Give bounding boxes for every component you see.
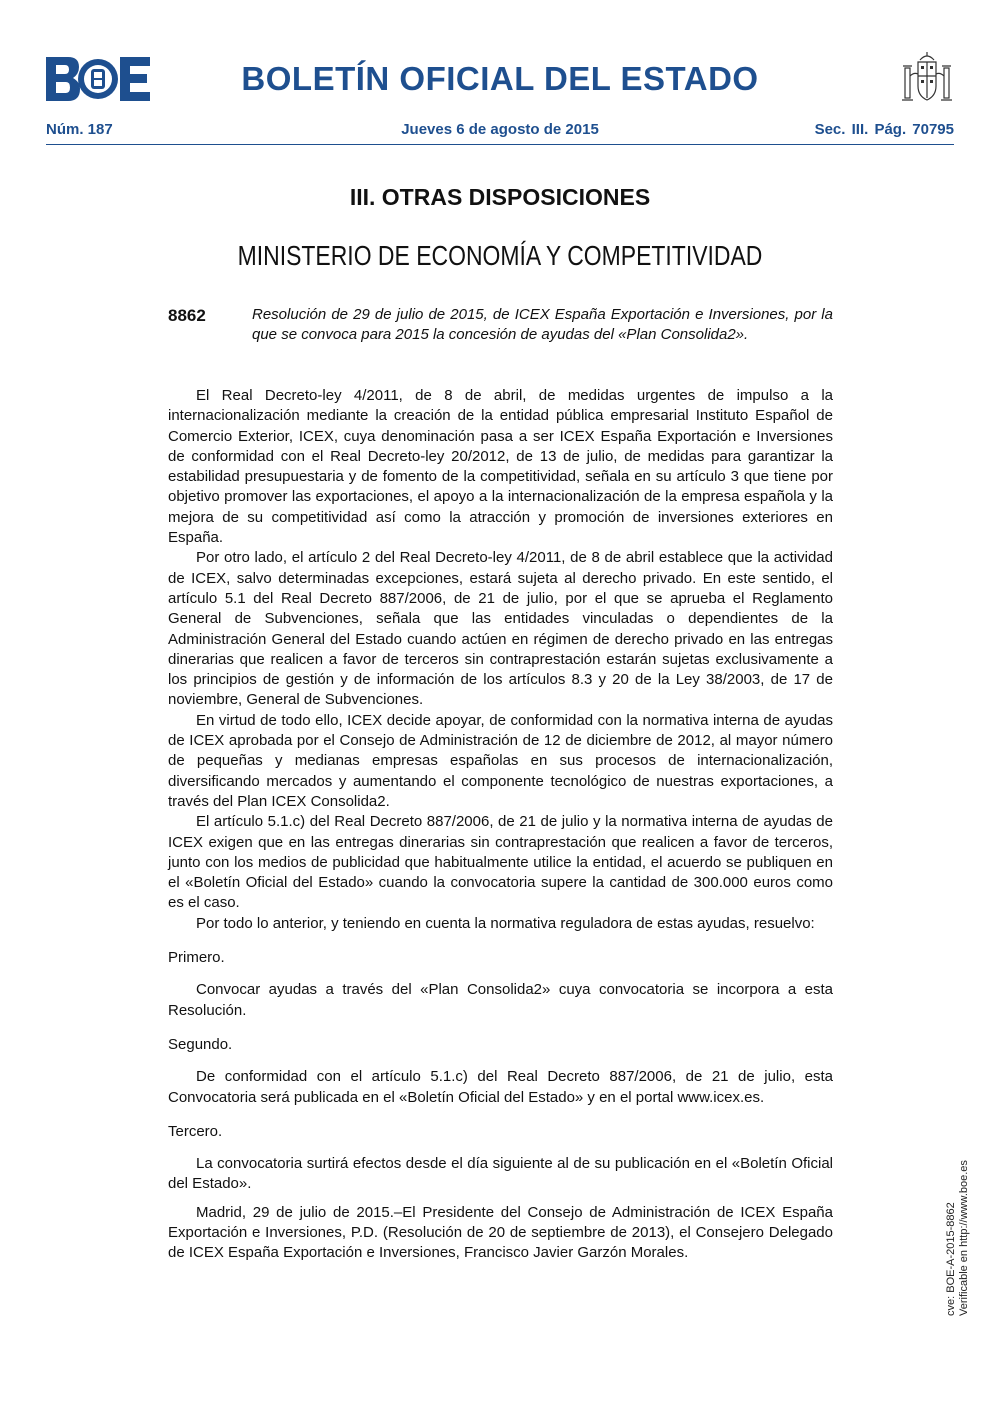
paragraph: En virtud de todo ello, ICEX decide apoyar, de conformidad con la normativa interna de ayudas de ICEX aprobada por el Consejo de Administración de 12 de diciembre de 2012, al mayor número de pequeñas y medianas empresas españolas en sus procesos de internacionalización, diversificando mercados y aumentando el componente tecnológico de nuestras exportaciones, a través del Plan ICEX Consolida2. [168, 711, 833, 810]
article-heading-segundo: Segundo. [168, 1035, 233, 1053]
paragraph: Por todo lo anterior, y teniendo en cuenta la normativa reguladora de estas ayudas, resuelvo: [196, 914, 815, 932]
disposition-number: 8862 [168, 306, 206, 325]
cve-code: cve: BOE-A-2015-8862 [945, 1202, 957, 1316]
paragraph: Convocar ayudas a través del «Plan Consolida2» cuya convocatoria se incorpora a esta Resolución. [168, 981, 833, 1019]
issue-number: Núm. 187 [46, 121, 113, 138]
paragraph: El artículo 5.1.c) del Real Decreto 887/2006, de 21 de julio y la normativa interna de ayudas de ICEX exigen que en las entregas dinerarias sin contraprestación que realicen a favor de terceros, junto con los medios de publicidad que habitualmente utilice la entidad, el acuerdo se publiquen en el «Boletín Oficial del Estado» cuando la convocatoria supere la cantidad de 300.000 euros como es el caso. [168, 813, 833, 912]
ministry-title: MINISTERIO DE ECONOMÍA Y COMPETITIVIDAD [237, 240, 763, 271]
header-rule [46, 144, 954, 145]
paragraph: De conformidad con el artículo 5.1.c) del Real Decreto 887/2006, de 21 de julio, esta Convocatoria será publicada en el «Boletín Oficial del Estado» y en el portal www.icex.es. [168, 1068, 833, 1106]
section-page: Sec. III. Pág. 70795 [814, 121, 954, 138]
article-heading-tercero: Tercero. [168, 1122, 223, 1140]
cve-verify-link[interactable]: Verificable en http://www.boe.es [958, 1160, 970, 1316]
document-body [168, 386, 833, 1264]
article-heading-primero: Primero. [168, 949, 225, 967]
paragraph: El Real Decreto-ley 4/2011, de 8 de abril, de medidas urgentes de impulso a la internacionalización mediante la creación de la entidad pública empresarial Instituto Español de Comercio Exterior, ICEX, cuya denominación pasa a ser ICEX España Exportación e Inversiones de conformidad con el Real Decreto-ley 20/2012, de 13 de julio, de medidas para garantizar la estabilidad presupuestaria y de fomento de la competitividad, señala en su artículo 3 que tiene por objetivo promover las exportaciones, el apoyo a la internacionalización de la empresa española y la mejora de su competitividad así como la atracción y promoción de inversiones exteriores en España. [168, 387, 833, 547]
boe-logo [46, 57, 150, 101]
disposition-title: Resolución de 29 de julio de 2015, de ICEX España Exportación e Inversiones, por la que se convoca para 2015 la concesión de ayudas del «Plan Consolida2». [252, 306, 833, 344]
signature-paragraph: Madrid, 29 de julio de 2015.–El Presidente del Consejo de Administración de ICEX España Exportación e Inversiones, P.D. (Resolución de 20 de septiembre de 2013), el Consejero Delegado de ICEX España Exportación e Inversiones, Francisco Javier Garzón Morales. [168, 1203, 833, 1262]
section-title: III. OTRAS DISPOSICIONES [349, 184, 651, 210]
cve-verification-note [945, 1076, 971, 1316]
paragraph: Por otro lado, el artículo 2 del Real Decreto-ley 4/2011, de 8 de abril establece que la actividad de ICEX, salvo determinadas excepciones, estará sujeta al derecho privado. En este sentido, el artículo 5.1 del Real Decreto 887/2006, de 21 de julio, por el que se aprueba el Reglamento General de Subvenciones, señala que las entidades vinculadas o dependientes de la Administración General del Estado cuando actúen en régimen de derecho privado en las entregas dinerarias que realicen a favor de terceros sin contraprestación estarán sujetas exclusivamente a los principios de gestión y de información de los artículos 8.3 y 20 de la Ley 38/2003, de 17 de noviembre, General de Subvenciones. [168, 549, 833, 709]
masthead-title: BOLETÍN OFICIAL DEL ESTADO [241, 60, 759, 97]
paragraph: La convocatoria surtirá efectos desde el día siguiente al de su publicación en el «Boletín Oficial del Estado». [168, 1155, 833, 1193]
coat-of-arms-icon [898, 50, 956, 108]
issue-date: Jueves 6 de agosto de 2015 [401, 121, 599, 138]
